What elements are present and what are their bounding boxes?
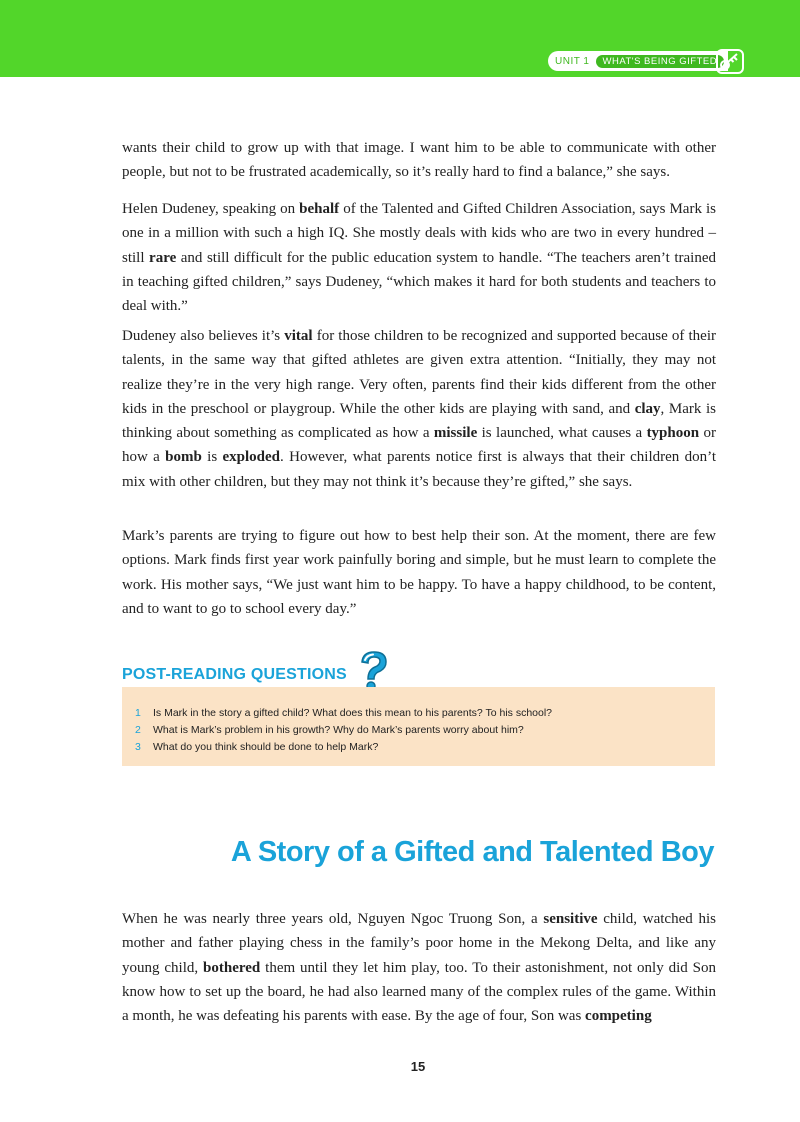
story-title: A Story of a Gifted and Talented Boy [230,836,714,868]
question-text: What is Mark’s problem in his growth? Why do Mark’s parents worry about him? [153,724,524,736]
question-item [135,739,715,756]
vocabulary-word: competing [585,1008,652,1025]
vocabulary-word: typhoon [646,425,700,442]
question-list [122,687,715,756]
question-number: 3 [135,741,141,753]
story-paragraph: When he was nearly three years old, Nguyen Ngoc Truong Son, a sensitive child, watched his mother and father playing chess in the family’s poor home in the Mekong Delta, and like any young child, bothered them until they let him play, too. To their astonishment, not only did Son know how to set up the board, he had also learned many of the complex rules of the game. Within a month, he was defeating his parents with ease. By the age of four, Son was competing [122,911,716,1025]
unit-number: UNIT 1 [555,55,590,67]
question-text: Is Mark in the story a gifted child? What does this mean to his parents? To his school? [153,707,553,719]
page-number: 15 [410,1059,426,1074]
post-reading-heading: POST-READING QUESTIONS [122,666,347,683]
unit-title: WHAT'S BEING GIFTED [596,55,725,68]
question-text: What do you think should be done to help Mark? [153,741,379,753]
vocabulary-word: bothered [203,959,261,976]
article-paragraph: Dudeney also believes it’s vital for those children to be recognized and supported because of their talents, in the same way that gifted athletes are given extra attention. “Initially, they may not realize they’re in the very high range. Very often, parents find their kids different from the other kids in the preschool or playgroup. While the other kids are playing with sand, and clay, Mark is thinking about something as complicated as how a missile is launched, what causes a typhoon or how a bomb is exploded. However, what parents notice first is always that their children don’t mix with other children, but they may not think it’s because they’re gifted,” she says. [122,328,717,490]
key-icon [716,49,744,74]
vocabulary-word: behalf [299,201,340,217]
vocabulary-word: sensitive [543,911,598,927]
question-item [135,705,715,722]
article-paragraph: wants their child to grow up with that image. I want him to be able to communicate with other people, but not to be frustrated academically, so it’s really hard to find a balance,” she says. [122,140,716,181]
article-paragraph: Helen Dudeney, speaking on behalf of the Talented and Gifted Children Association, says Mark is one in a million with such a high IQ. She mostly deals with kids who are two in every hundred – still rare and still difficult for the public education system to handle. “The teachers aren’t trained in teaching gifted children,” says Dudeney, “which makes it hard for both students and teachers to deal with.” [122,201,716,315]
vocabulary-word: bomb [165,449,202,466]
vocabulary-word: exploded [222,449,281,466]
question-number: 1 [135,707,141,719]
vocabulary-word: rare [149,249,177,266]
post-reading-questions-box [122,687,715,766]
vocabulary-word: missile [433,425,478,442]
vocabulary-word: clay [634,400,661,417]
article-paragraph: Mark’s parents are trying to figure out how to best help their son. At the moment, there are few options. Mark finds first year work painfully boring and simple, but he must learn to complete the work. His mother says, “We just want him to be happy. To have a happy childhood, to be content, and to want to go to school every day.” [122,528,716,617]
question-number: 2 [135,724,141,736]
vocabulary-word: vital [284,328,313,344]
question-item [135,722,715,739]
unit-label-pill [548,51,728,71]
